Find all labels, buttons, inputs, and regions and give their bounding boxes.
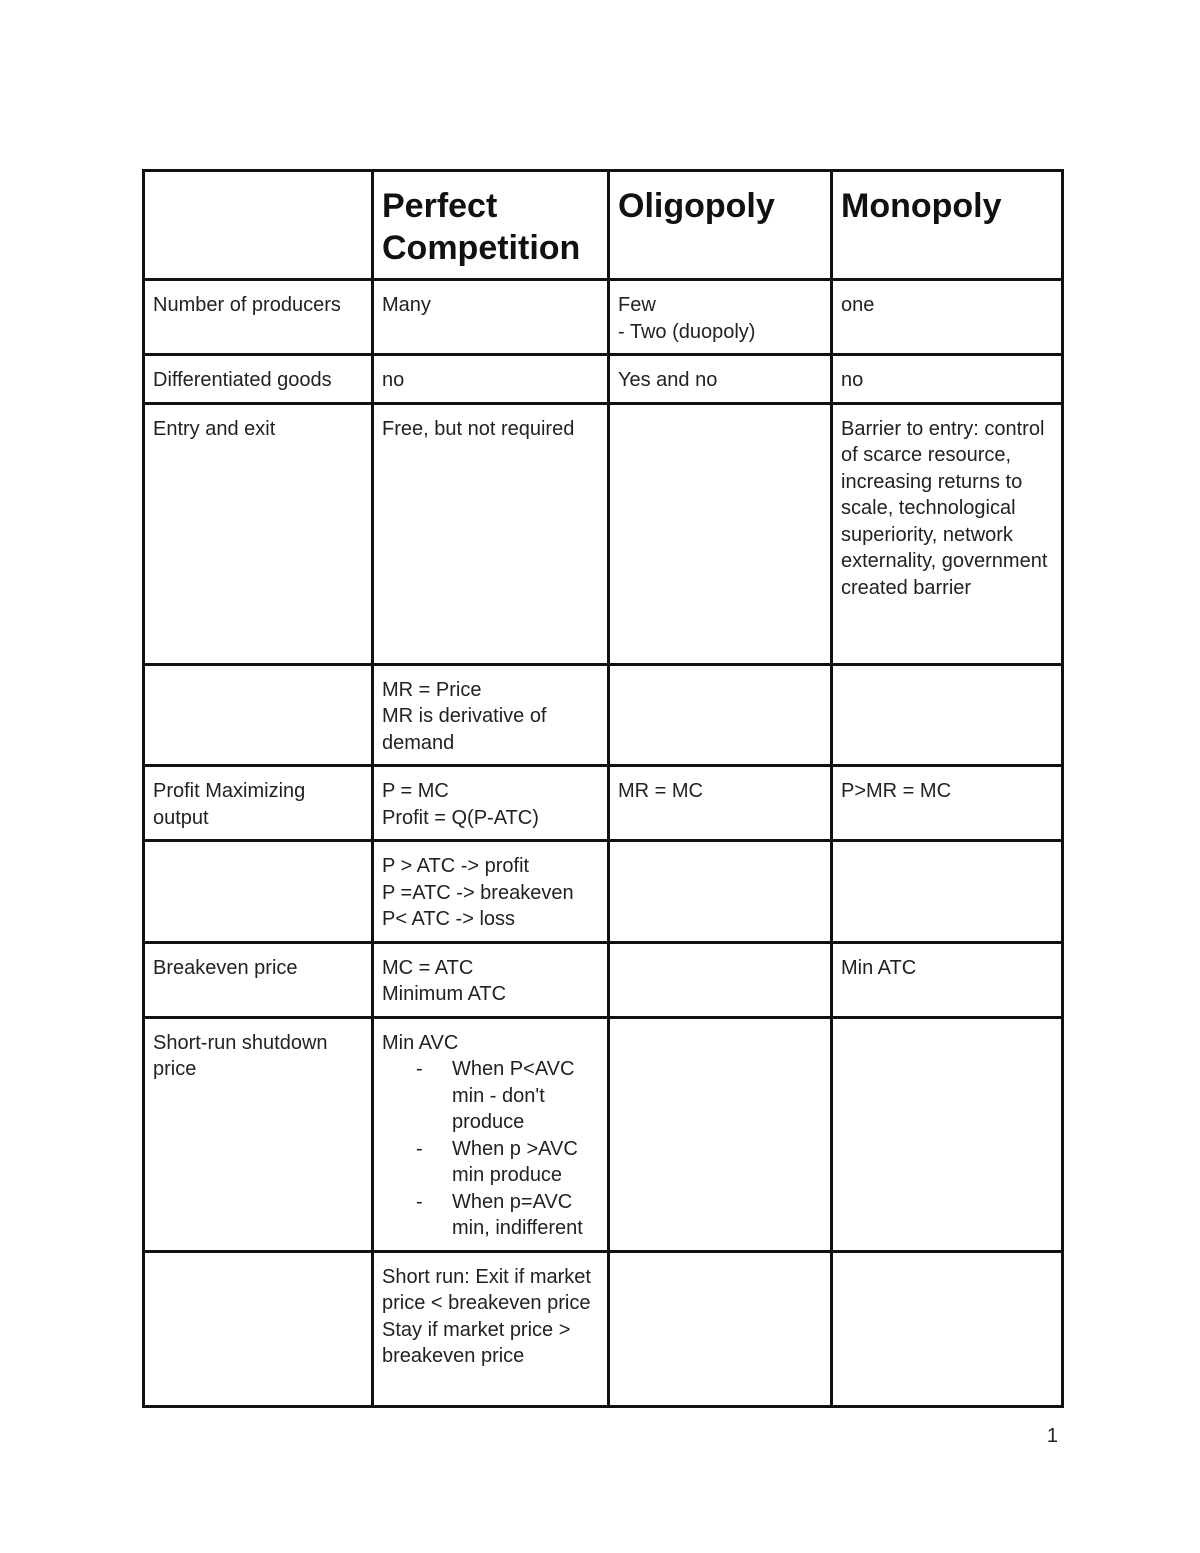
cell-monopoly [832,841,1063,943]
cell-monopoly [832,355,1063,404]
cell-monopoly [832,403,1063,664]
row-label: Entry and exit [144,403,373,664]
cell-line: Few [618,294,656,316]
cell-monopoly [832,1251,1063,1406]
list-item-text: When P<AVC min - don't produce [452,1058,575,1133]
cell-oligopoly [609,403,832,664]
header-cell-empty [144,171,373,280]
cell-line: Profit = Q(P-ATC) [382,806,539,829]
row-label: Short-run shutdown price [144,1017,373,1251]
cell-line: P>MR = MC [841,780,952,802]
row-label: Differentiated goods [144,355,373,404]
cell-oligopoly [609,280,832,355]
row-label: Breakeven price [144,942,373,1017]
row-label: Number of producers [144,280,373,355]
row-marginal-revenue [144,664,1063,766]
list-item [416,1189,600,1242]
cell-monopoly [832,942,1063,1017]
cell-line: P > ATC -> profit [382,855,530,877]
cell-perfect [373,942,609,1017]
cell-oligopoly [609,1017,832,1251]
row-label [144,841,373,943]
cell-line: - Two (duopoly) [618,320,756,343]
market-structures-table [142,169,1064,1408]
list-item [416,1136,600,1189]
row-breakeven-price [144,942,1063,1017]
dash-bullet: - [416,1190,423,1213]
cell-perfect [373,1017,609,1251]
page-number: 1 [1046,1425,1058,1447]
row-label [144,1251,373,1406]
cell-perfect [373,355,609,404]
cell-line: Min ATC [841,956,917,979]
cell-line: Min AVC [382,1031,459,1054]
shutdown-conditions-list [382,1056,600,1242]
cell-perfect [373,403,609,664]
cell-line: MC = ATC [382,956,474,979]
dash-bullet: - [416,1058,423,1080]
cell-perfect [373,280,609,355]
cell-line: Stay if market price > breakeven price [382,1318,576,1367]
cell-perfect [373,664,609,766]
cell-line: Minimum ATC [382,983,507,1005]
list-item [416,1056,600,1136]
cell-line: Yes and no [618,369,718,391]
cell-perfect [373,766,609,841]
cell-line: P = MC [382,780,449,802]
cell-oligopoly [609,1251,832,1406]
row-number-of-producers [144,280,1063,355]
list-item-text: When p >AVC min produce [452,1137,578,1186]
cell-line: MR = MC [618,780,703,802]
cell-monopoly [832,766,1063,841]
cell-line: one [841,294,875,316]
cell-oligopoly [609,942,832,1017]
row-short-run-shutdown-price [144,1017,1063,1251]
row-label [144,664,373,766]
cell-monopoly [832,280,1063,355]
cell-oligopoly [609,766,832,841]
header-row [144,171,1063,280]
row-entry-and-exit [144,403,1063,664]
cell-monopoly [832,664,1063,766]
row-profit-conditions [144,841,1063,943]
cell-line: Free, but not required [382,417,575,440]
cell-line: P =ATC -> breakeven [382,881,574,904]
dash-bullet: - [416,1137,423,1160]
cell-line: no [382,369,405,391]
cell-monopoly [832,1017,1063,1251]
header-perfect-competition: Perfect Competition [373,171,609,280]
cell-oligopoly [609,664,832,766]
header-monopoly: Monopoly [832,171,1063,280]
list-item-text: When p=AVC min, indifferent [452,1190,583,1239]
cell-line: MR is derivative of demand [382,705,553,754]
cell-line: Many [382,294,431,316]
row-exit-decision [144,1251,1063,1406]
row-profit-maximizing-output [144,766,1063,841]
cell-perfect [373,841,609,943]
row-label: Profit Maximizing output [144,766,373,841]
cell-line: P< ATC -> loss [382,908,516,930]
header-oligopoly: Oligopoly [609,171,832,280]
cell-line: no [841,369,864,391]
cell-oligopoly [609,841,832,943]
cell-line: Barrier to entry: control of scarce resource, increasing returns to scale, technological superiority, network externality, government created barrier [841,417,1053,599]
cell-line: Short run: Exit if market price < breakeven price [382,1265,597,1314]
cell-perfect [373,1251,609,1406]
cell-oligopoly [609,355,832,404]
row-differentiated-goods [144,355,1063,404]
cell-line: MR = Price [382,678,482,701]
